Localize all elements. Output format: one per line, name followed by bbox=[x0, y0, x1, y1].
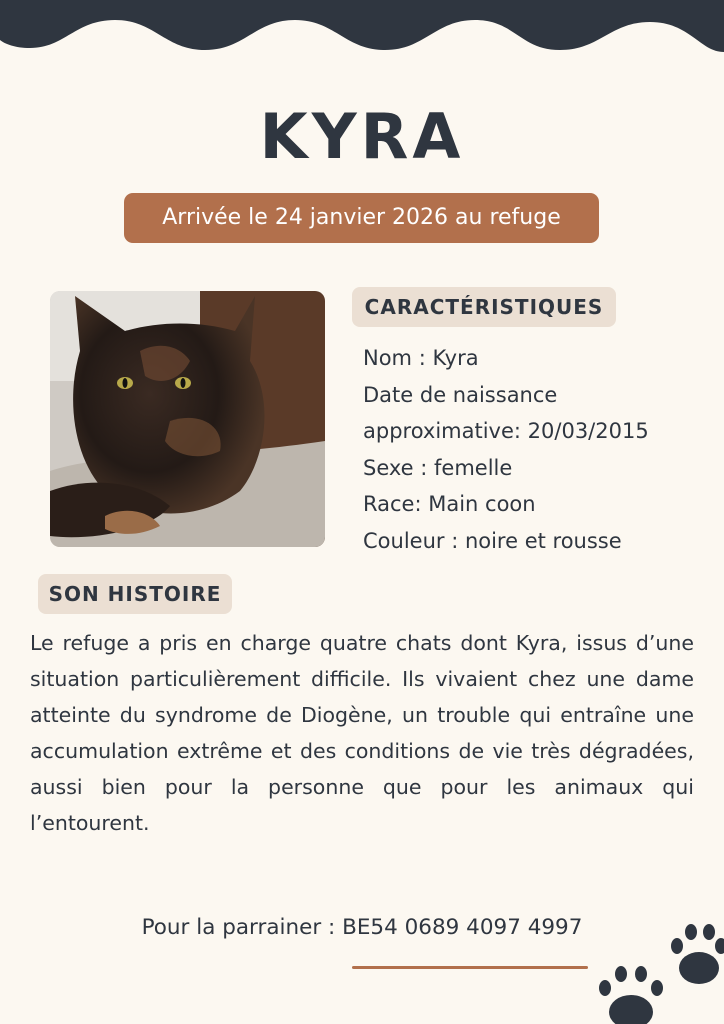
characteristic-name: Nom : Kyra bbox=[363, 346, 479, 370]
characteristics-heading: CARACTÉRISTIQUES bbox=[352, 287, 616, 327]
characteristic-color: Couleur : noire et rousse bbox=[363, 528, 622, 553]
characteristic-birthdate-value: approximative: 20/03/2015 bbox=[363, 419, 649, 443]
paw-prints-decoration bbox=[595, 920, 724, 1024]
story-text: Le refuge a pris en charge quatre chats dont Kyra, issus d’une situation particulièrement difficile. Ils vivaient chez une dame atteinte du syndrome de Diogène, un trouble qui entraîne une accumulation extrême et des conditions de vie très dégradées, aussi bien pour la personne que pour les animaux qui l’entourent. bbox=[30, 631, 694, 835]
sponsor-underline bbox=[352, 966, 588, 969]
arrival-badge: Arrivée le 24 janvier 2026 au refuge bbox=[124, 193, 599, 243]
story-heading: SON HISTOIRE bbox=[38, 574, 232, 614]
paw-print-icon bbox=[599, 966, 663, 1024]
top-wave-decoration bbox=[0, 0, 724, 60]
page-title: KYRA bbox=[259, 100, 465, 173]
cat-photo bbox=[50, 291, 325, 547]
paw-print-icon bbox=[671, 924, 724, 984]
characteristic-breed: Race: Main coon bbox=[363, 492, 536, 516]
characteristics-list bbox=[363, 340, 708, 559]
characteristic-sex: Sexe : femelle bbox=[363, 455, 513, 480]
characteristic-birthdate-label: Date de naissance bbox=[363, 382, 558, 407]
sponsor-iban: Pour la parrainer : BE54 0689 4097 4997 bbox=[141, 915, 583, 940]
